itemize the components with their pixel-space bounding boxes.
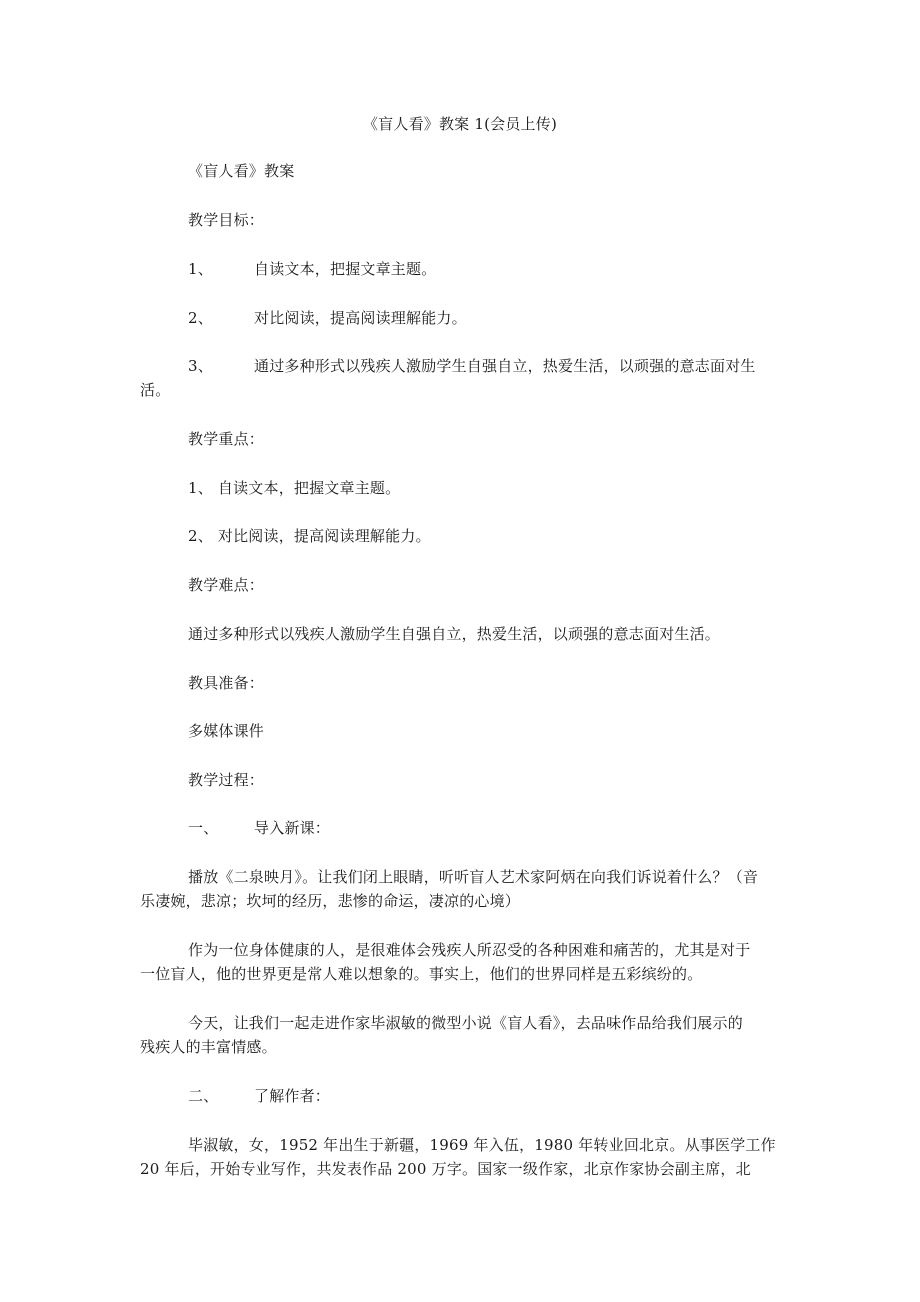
section-1-title: 导入新课： (254, 819, 331, 837)
document-subtitle: 《盲人看》教案 (188, 162, 295, 180)
section-1-para-3-line-1: 今天，让我们一起走进作家毕淑敏的微型小说《盲人看》，去品味作品给我们展示的 (188, 1014, 743, 1032)
key-points-heading: 教学重点： (188, 430, 265, 448)
section-2-number: 二、 (188, 1087, 219, 1105)
document-title: 《盲人看》教案 1(会员上传) (362, 115, 558, 133)
objective-1-number: 1、 (188, 260, 213, 278)
section-1-para-3-line-2: 残疾人的丰富情感。 (140, 1038, 277, 1056)
difficulties-text: 通过多种形式以残疾人激励学生自强自立，热爱生活，以顽强的意志面对生活。 (188, 625, 721, 643)
objective-3-text: 通过多种形式以残疾人激励学生自强自立，热爱生活，以顽强的意志面对生 (254, 357, 756, 375)
objective-1-text: 自读文本，把握文章主题。 (254, 260, 437, 278)
section-2-para-1-line-2: 20 年后，开始专业写作，共发表作品 200 万字。国家一级作家，北京作家协会副主席，北 (140, 1160, 751, 1178)
objective-2-text: 对比阅读，提高阅读理解能力。 (254, 309, 467, 327)
objective-3-continuation: 活。 (140, 381, 171, 399)
section-2-para-1-line-1: 毕淑敏，女，1952 年出生于新疆，1969 年入伍，1980 年转业回北京。从事医学工作 (188, 1136, 776, 1154)
key-point-1: 1、 自读文本，把握文章主题。 (188, 479, 401, 497)
objective-2-number: 2、 (188, 309, 213, 327)
section-1-number: 一、 (188, 819, 219, 837)
objective-3-number: 3、 (188, 357, 213, 375)
section-1-para-1-line-2: 乐凄婉，悲凉；坎坷的经历，悲惨的命运，凄凉的心境） (140, 892, 521, 910)
process-heading: 教学过程： (188, 771, 265, 789)
section-1-para-2-line-1: 作为一位身体健康的人，是很难体会残疾人所忍受的各种困难和痛苦的，尤其是对于 (188, 941, 751, 959)
objectives-heading: 教学目标： (188, 211, 265, 229)
section-2-title: 了解作者： (254, 1087, 331, 1105)
section-1-para-2-line-2: 一位盲人，他的世界更是常人难以想象的。事实上，他们的世界同样是五彩缤纷的。 (140, 965, 703, 983)
difficulties-heading: 教学难点： (188, 576, 265, 594)
materials-text: 多媒体课件 (188, 722, 265, 740)
key-point-2: 2、 对比阅读，提高阅读理解能力。 (188, 527, 431, 545)
section-1-para-1-line-1: 播放《二泉映月》。让我们闭上眼睛，听听盲人艺术家阿炳在向我们诉说着什么？（音 (188, 868, 759, 886)
materials-heading: 教具准备： (188, 674, 265, 692)
